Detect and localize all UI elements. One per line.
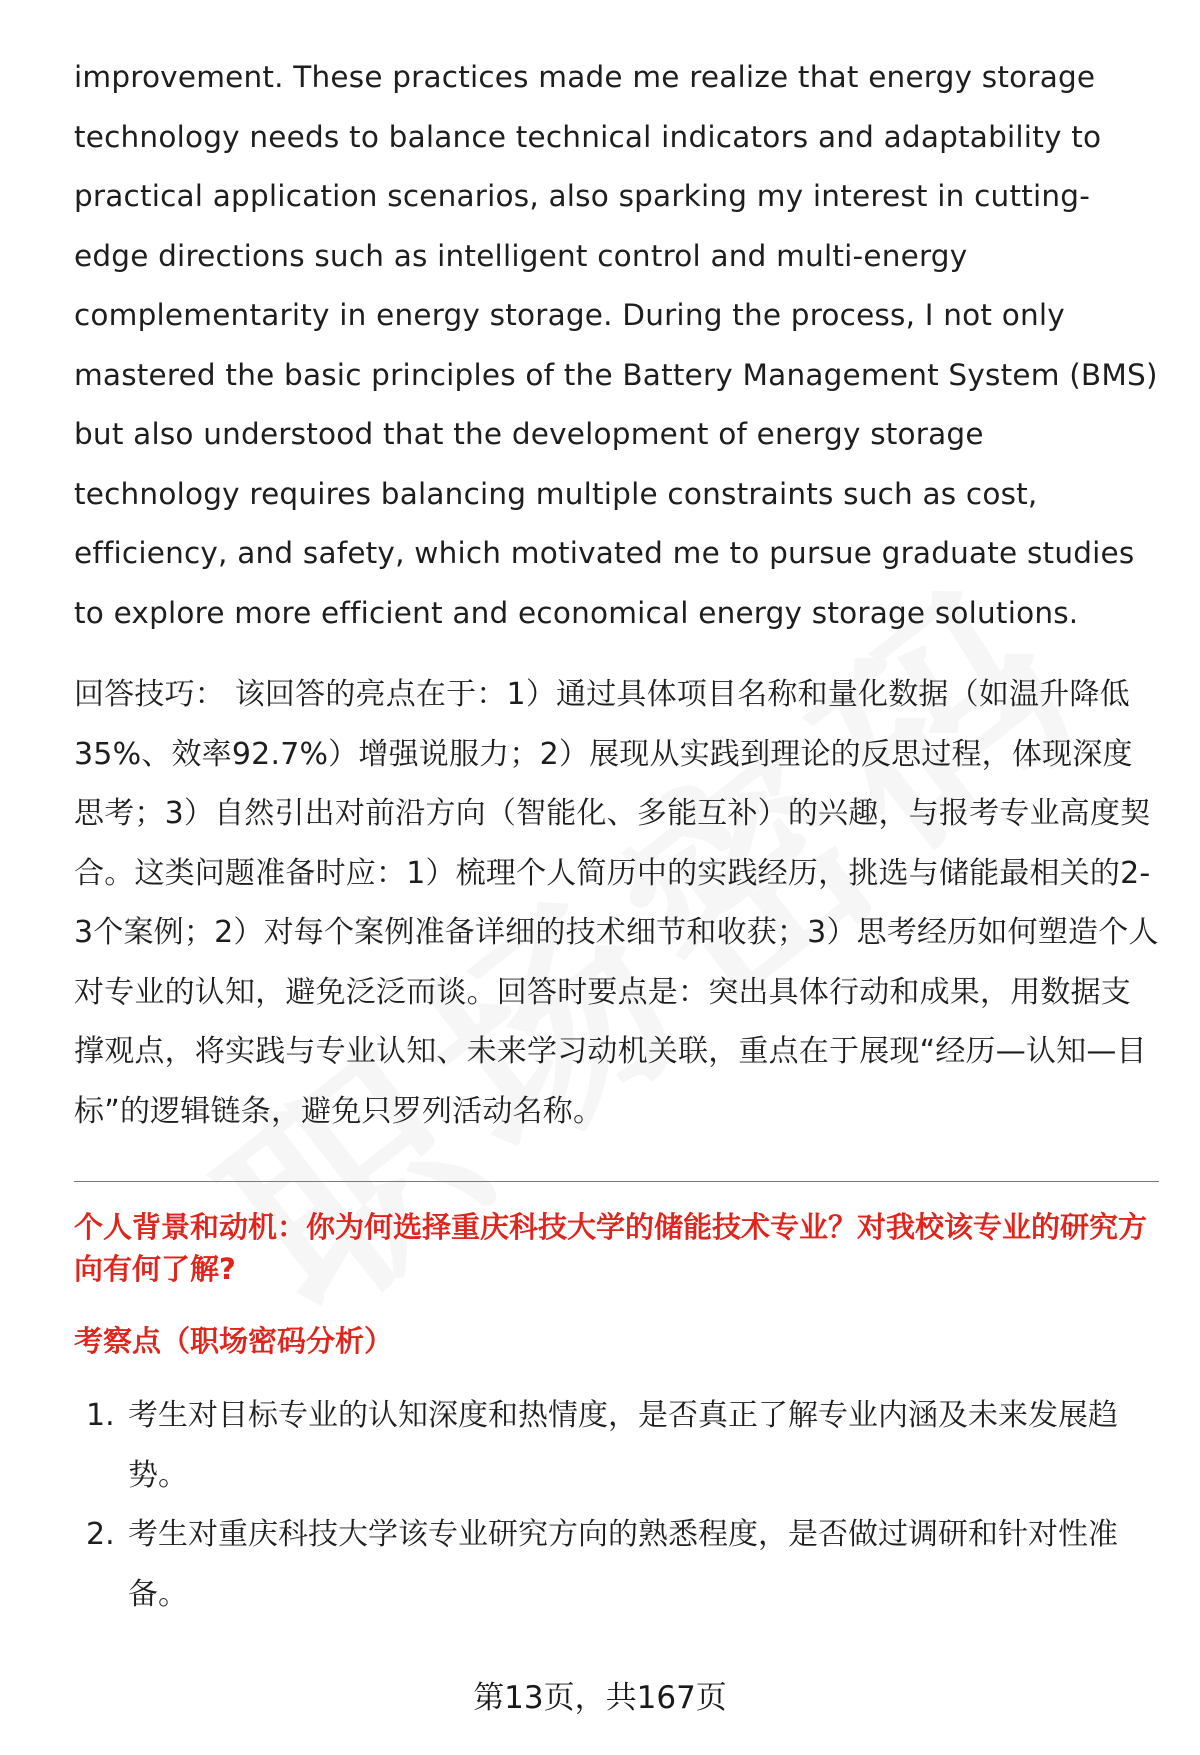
list-item-number: 2. <box>86 1517 115 1552</box>
answer-tip-paragraph: 回答技巧： 该回答的亮点在于：1）通过具体项目名称和量化数据（如温升降低35%、效率92.7%）增强说服力；2）展现从实践到理论的反思过程，体现深度思考；3）自然引出对前沿方向（智能化、多能互补）的兴趣，与报考专业高度契合。这类问题准备时应：1）梳理个人简历中的实践经历，挑选与储能最相关的2-3个案例；2）对每个案例准备详细的技术细节和收获；3）思考经历如何塑造个人对专业的认知，避免泛泛而谈。回答时要点是：突出具体行动和成果，用数据支撑观点，将实践与专业认知、未来学习动机关联，重点在于展现“经历—认知—目标”的逻辑链条，避免只罗列活动名称。 <box>74 677 1159 1129</box>
document-page <box>74 48 1159 1624</box>
question-heading: 个人背景和动机：你为何选择重庆科技大学的储能技术专业？对我校该专业的研究方向有何了解? <box>74 1210 1148 1286</box>
list-item <box>74 1386 1159 1505</box>
page-number-footer: 第13页，共167页 <box>473 1680 727 1716</box>
intro-paragraph: improvement. These practices made me realize that energy storage technology needs to balance technical indicators and adaptability to practical application scenarios, also sparking my interest in cutting-edge directions such as intelligent control and multi-energy complementarity in energy storage. During the process, I not only mastered the basic principles of the Battery Management System (BMS) but also understood that the development of energy storage technology requires balancing multiple constraints such as cost, efficiency, and safety, which motivated me to pursue graduate studies to explore more efficient and economical energy storage solutions. <box>74 60 1158 630</box>
exam-points-heading: 考察点（职场密码分析） <box>74 1324 394 1358</box>
list-item-text: 考生对重庆科技大学该专业研究方向的熟悉程度，是否做过调研和针对性准备。 <box>128 1517 1118 1612</box>
section-divider <box>74 1181 1159 1182</box>
exam-points-list <box>74 1386 1159 1624</box>
list-item <box>74 1505 1159 1624</box>
list-item-text: 考生对目标专业的认知深度和热情度，是否真正了解专业内涵及未来发展趋势。 <box>128 1398 1118 1493</box>
list-item-number: 1. <box>86 1398 115 1433</box>
